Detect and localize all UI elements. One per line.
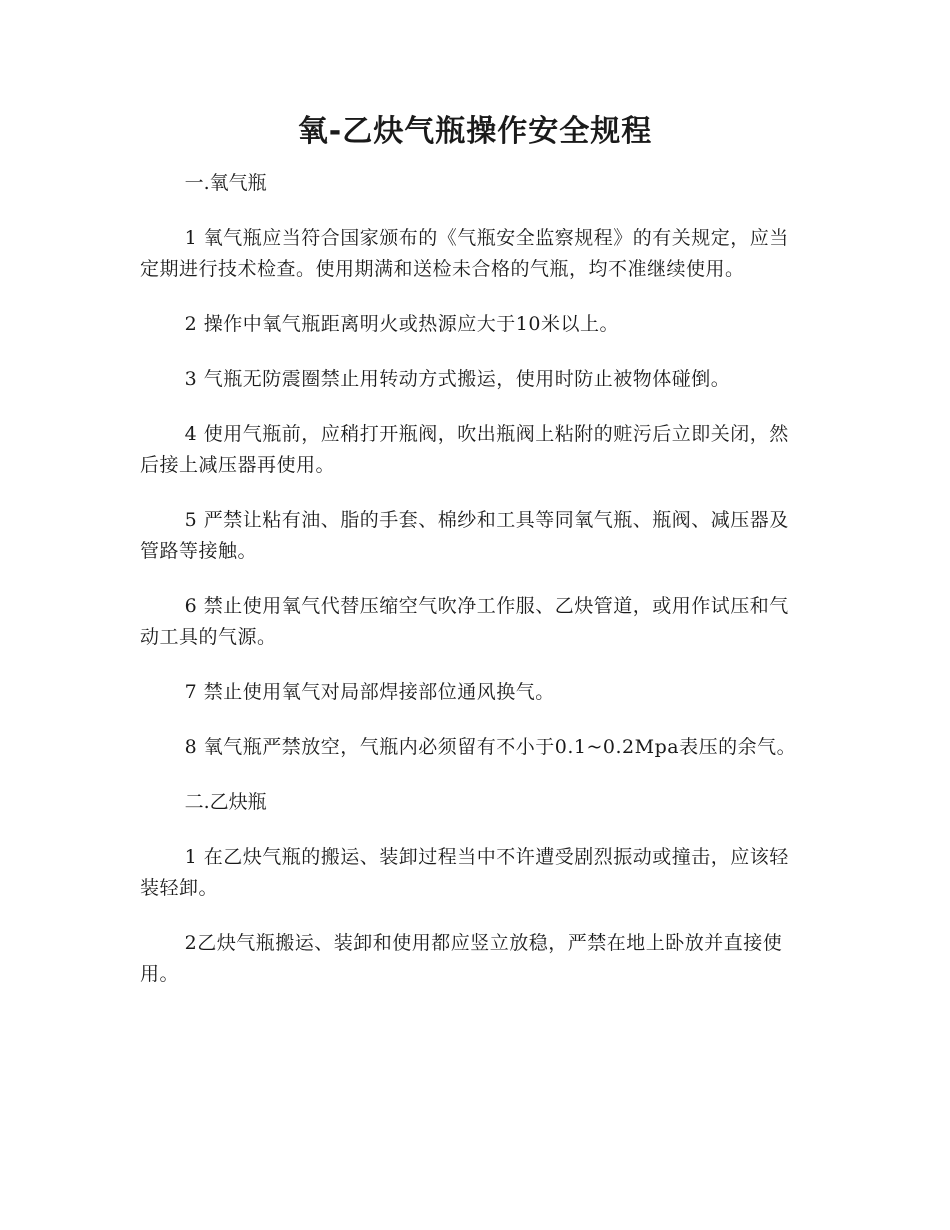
oxygen-rule-3: 3 气瓶无防震圈禁止用转动方式搬运，使用时防止被物体碰倒。 (184, 368, 731, 390)
document-title: 氧-乙炔气瓶操作安全规程 (297, 114, 653, 149)
oxygen-rule-4: 4 使用气瓶前，应稍打开瓶阀，吹出瓶阀上粘附的赃污后立即关闭，然后接上减压器再使用。 (140, 423, 789, 476)
oxygen-rule-6: 6 禁止使用氧气代替压缩空气吹净工作服、乙炔管道，或用作试压和气动工具的气源。 (140, 595, 789, 648)
oxygen-rule-2: 2 操作中氧气瓶距离明火或热源应大于10米以上。 (184, 313, 619, 335)
section-heading-oxygen: 一.氧气瓶 (184, 172, 267, 194)
section-heading-acetylene: 二.乙炔瓶 (184, 791, 267, 813)
oxygen-rule-5: 5 严禁让粘有油、脂的手套、棉纱和工具等同氧气瓶、瓶阀、减压器及管路等接触。 (140, 509, 789, 562)
acetylene-rule-2: 2乙炔气瓶搬运、装卸和使用都应竖立放稳，严禁在地上卧放并直接使用。 (140, 932, 783, 985)
document-body (140, 168, 808, 1014)
oxygen-rule-7: 7 禁止使用氧气对局部焊接部位通风换气。 (184, 681, 555, 703)
acetylene-rule-1: 1 在乙炔气瓶的搬运、装卸过程当中不许遭受剧烈振动或撞击，应该轻装轻卸。 (140, 846, 789, 899)
oxygen-rule-1: 1 氧气瓶应当符合国家颁布的《气瓶安全监察规程》的有关规定，应当定期进行技术检查。使用期满和送检未合格的气瓶，均不准继续使用。 (140, 227, 789, 280)
oxygen-rule-8: 8 氧气瓶严禁放空，气瓶内必须留有不小于0.1~0.2Mpa表压的余气。 (184, 736, 797, 758)
